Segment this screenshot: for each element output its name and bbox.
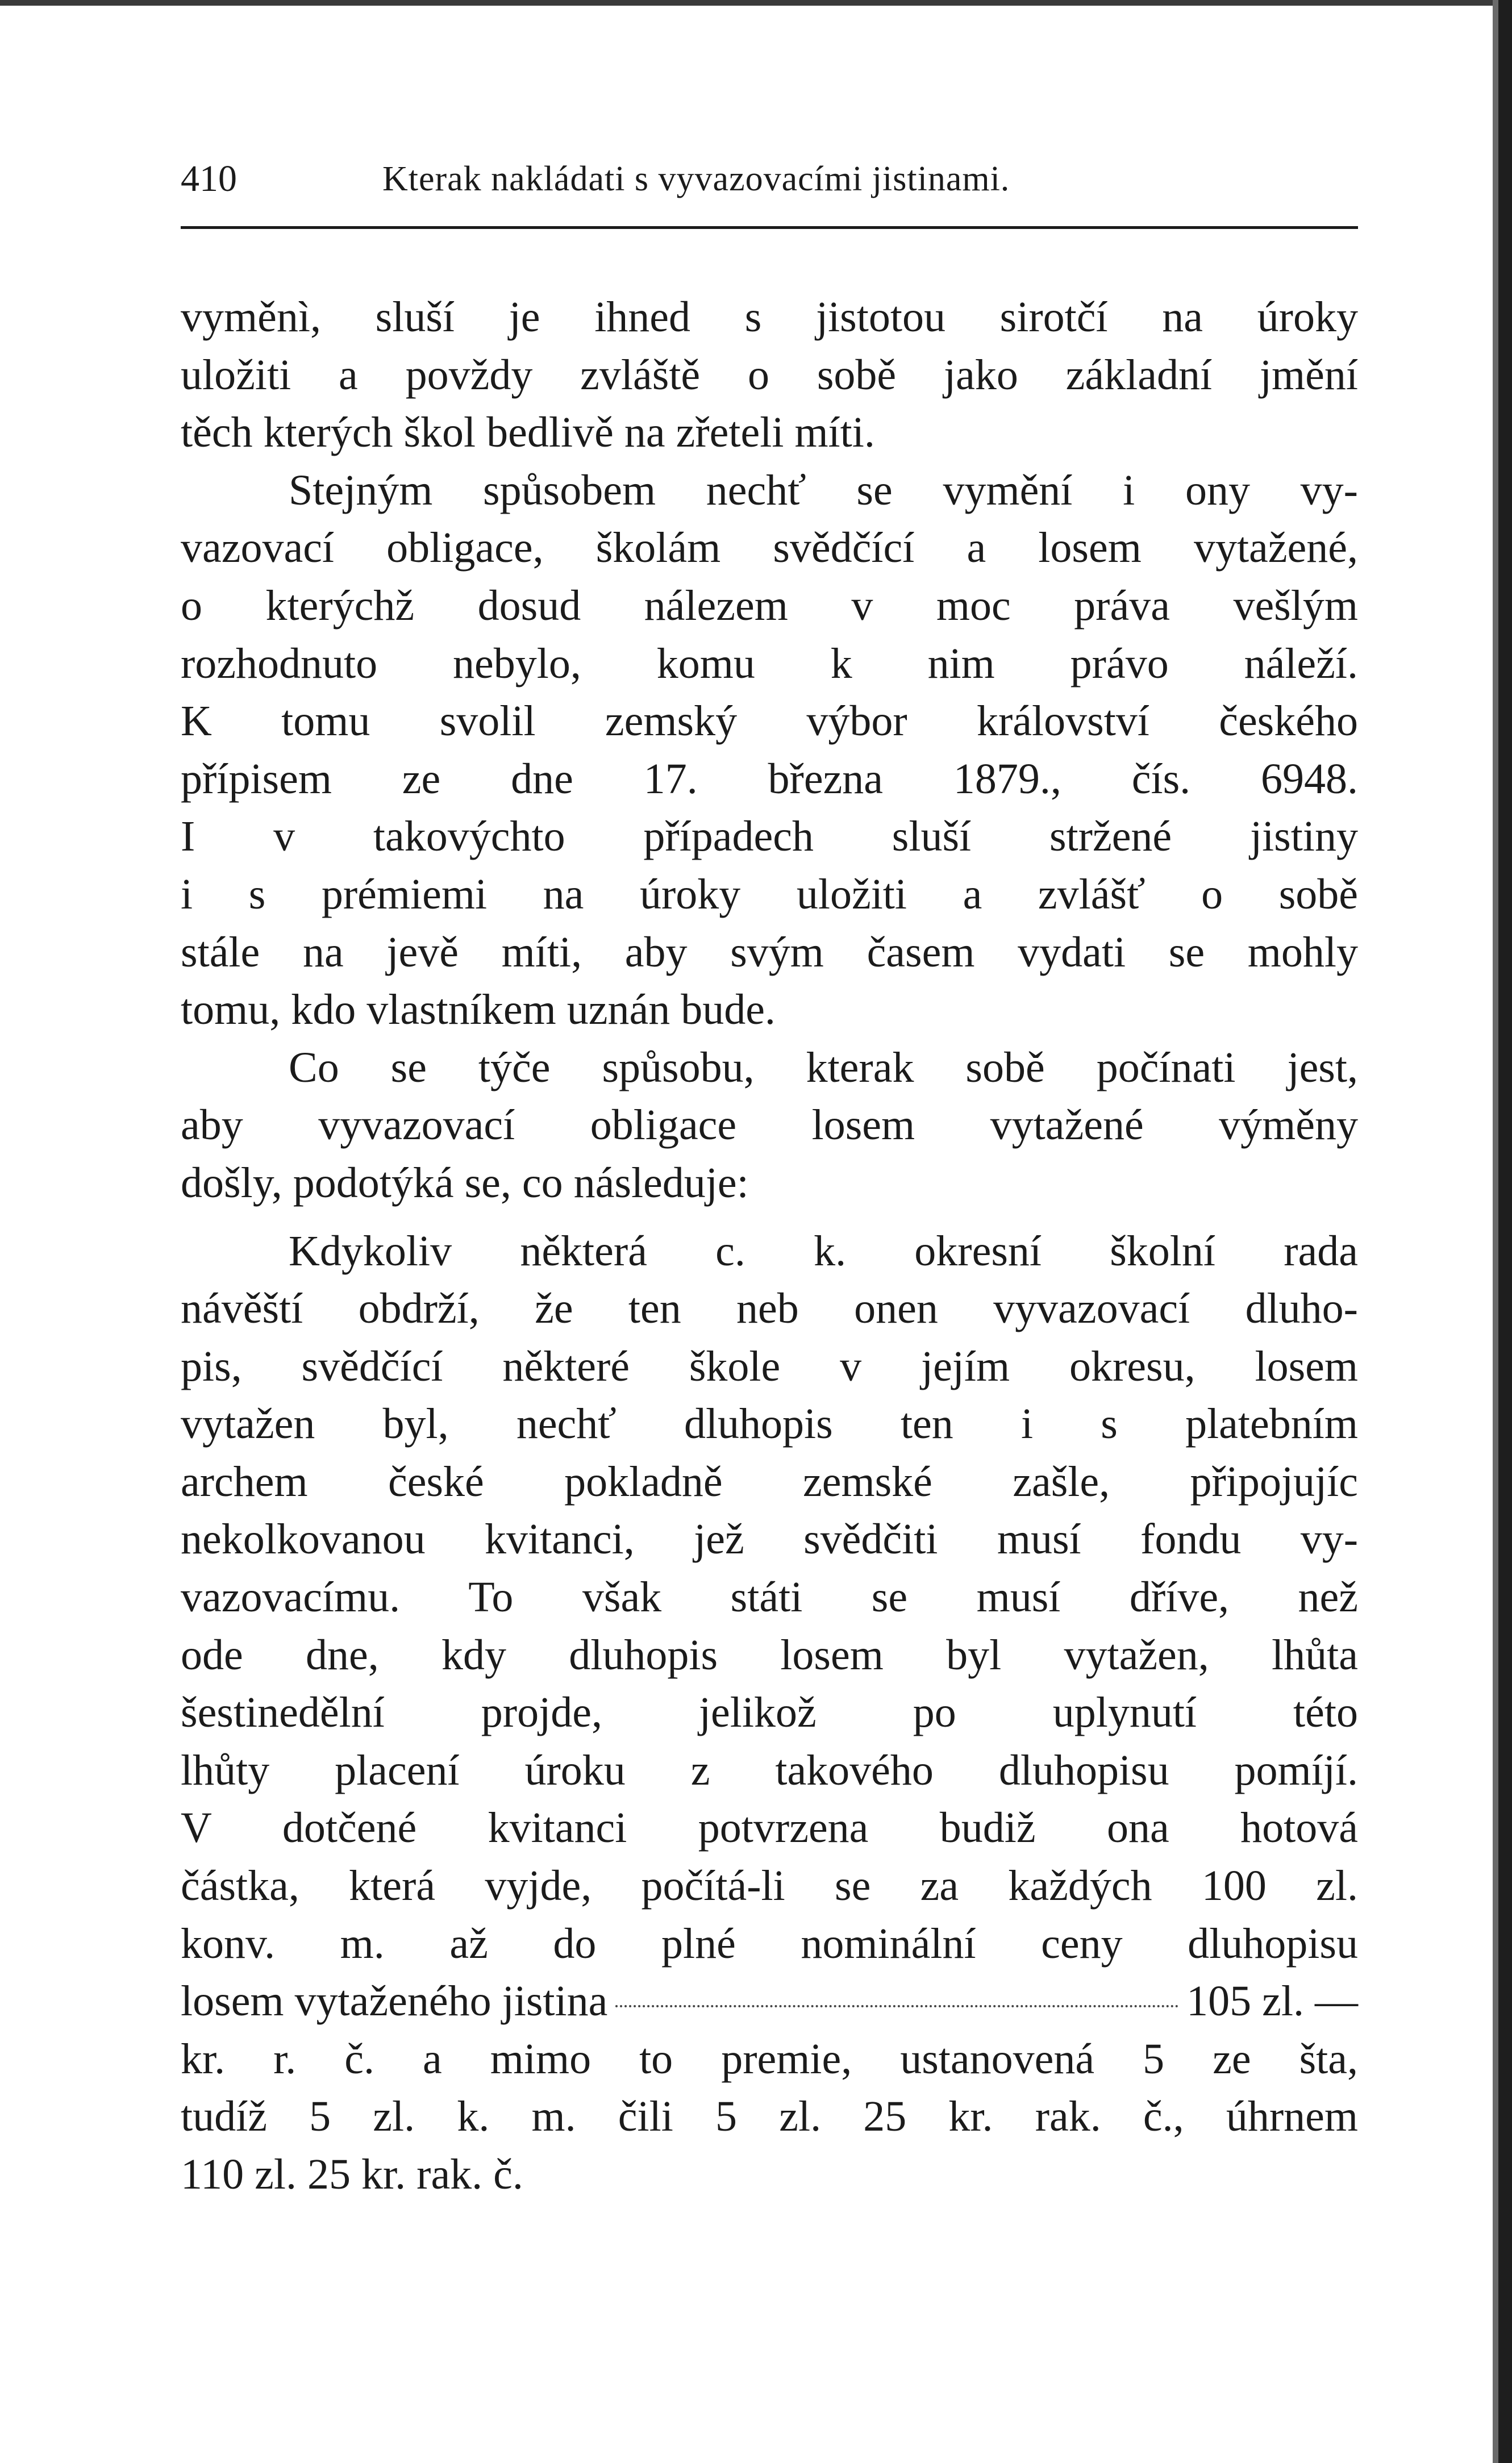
text-line: návěští obdrží, že ten neb onen vyvazovací dluho- [181, 1285, 1358, 1333]
text-line: Co se týče spůsobu, kterak sobě počínati jest, [289, 1043, 1358, 1091]
running-title: Kterak nakládati s vyvazovacími jistinami. [382, 160, 1010, 198]
page-header [181, 148, 1358, 210]
text-line: šestinedělní projde, jelikož po uplynutí této [181, 1689, 1358, 1737]
text-line: K tomu svolil zemský výbor království českého [181, 697, 1358, 745]
text-line: kr. r. č. a mimo to premie, ustanovená 5 ze šta, [181, 2035, 1358, 2083]
text-line: konv. m. až do plné nominální ceny dluhopisu [181, 1919, 1358, 1968]
text-line: částka, která vyjde, počítá-li se za každých 100 zl. [181, 1862, 1358, 1910]
text-line: vytažen byl, nechť dluhopis ten i s platebním [181, 1400, 1358, 1448]
text-line: uložiti a povždy zvláště o sobě jako základní jmění [181, 351, 1358, 399]
text-line: tudíž 5 zl. k. m. čili 5 zl. 25 kr. rak. č., úhrnem [181, 2093, 1358, 2141]
text-line: 110 zl. 25 kr. rak. č. [181, 2151, 523, 2198]
text-line: V dotčené kvitanci potvrzena budiž ona hotová [181, 1804, 1358, 1852]
text-line: Stejným spůsobem nechť se vymění i ony vy- [289, 466, 1358, 514]
scan-edge-top [0, 0, 1512, 6]
text-line: přípisem ze dne 17. března 1879., čís. 6948. [181, 755, 1358, 803]
text-line: ode dne, kdy dluhopis losem byl vytažen, lhůta [181, 1631, 1358, 1679]
leader-dots [615, 2005, 1178, 2007]
book-page [181, 148, 1358, 2198]
text-line: i s prémiemi na úroky uložiti a zvlášť o sobě [181, 870, 1358, 918]
leader-right-text: 105 zl. — [1186, 1977, 1358, 2026]
text-line: aby vyvazovací obligace losem vytažené výměny [181, 1101, 1358, 1149]
text-line: došly, podotýká se, co následuje: [181, 1158, 749, 1207]
text-line: tomu, kdo vlastníkem uznán bude. [181, 986, 776, 1034]
text-line: vazovacímu. To však státi se musí dříve, než [181, 1573, 1358, 1622]
text-line: lhůty placení úroku z takového dluhopisu pomíjí. [181, 1746, 1358, 1794]
leader-line [181, 1973, 1358, 2031]
text-line: archem české pokladně zemské zašle, připojujíc [181, 1457, 1358, 1506]
text-line: I v takovýchto případech sluší stržené jistiny [181, 812, 1358, 861]
text-line: Kdykoliv některá c. k. okresní školní rada [289, 1227, 1358, 1275]
page-number: 410 [181, 158, 237, 199]
text-line: stále na jevě míti, aby svým časem vydati se mohly [181, 928, 1358, 976]
paragraph-4 [181, 1223, 1358, 2204]
text-line: pis, svědčící některé škole v jejím okresu, losem [181, 1342, 1358, 1390]
text-line: těch kterých škol bedlivě na zřeteli míti. [181, 409, 875, 457]
body-text [181, 289, 1358, 2204]
paragraph-3 [181, 1039, 1358, 1212]
header-rule [181, 226, 1358, 229]
text-line: nekolkovanou kvitanci, jež svědčiti musí fondu vy- [181, 1515, 1358, 1564]
scan-edge-right [1498, 0, 1512, 2463]
text-line: rozhodnuto nebylo, komu k nim právo náleží. [181, 639, 1358, 687]
paragraph-2 [181, 462, 1358, 1039]
paragraph-1 [181, 289, 1358, 462]
scan-edge-right-shadow [1493, 0, 1498, 2463]
text-line: vyměnì, sluší je ihned s jistotou sirotčí na úroky [181, 293, 1358, 341]
text-line: o kterýchž dosud nálezem v moc práva vešlým [181, 581, 1358, 630]
text-line: vazovací obligace, školám svědčící a losem vytažené, [181, 524, 1358, 572]
leader-left-text: losem vytaženého jistina [181, 1977, 608, 2026]
